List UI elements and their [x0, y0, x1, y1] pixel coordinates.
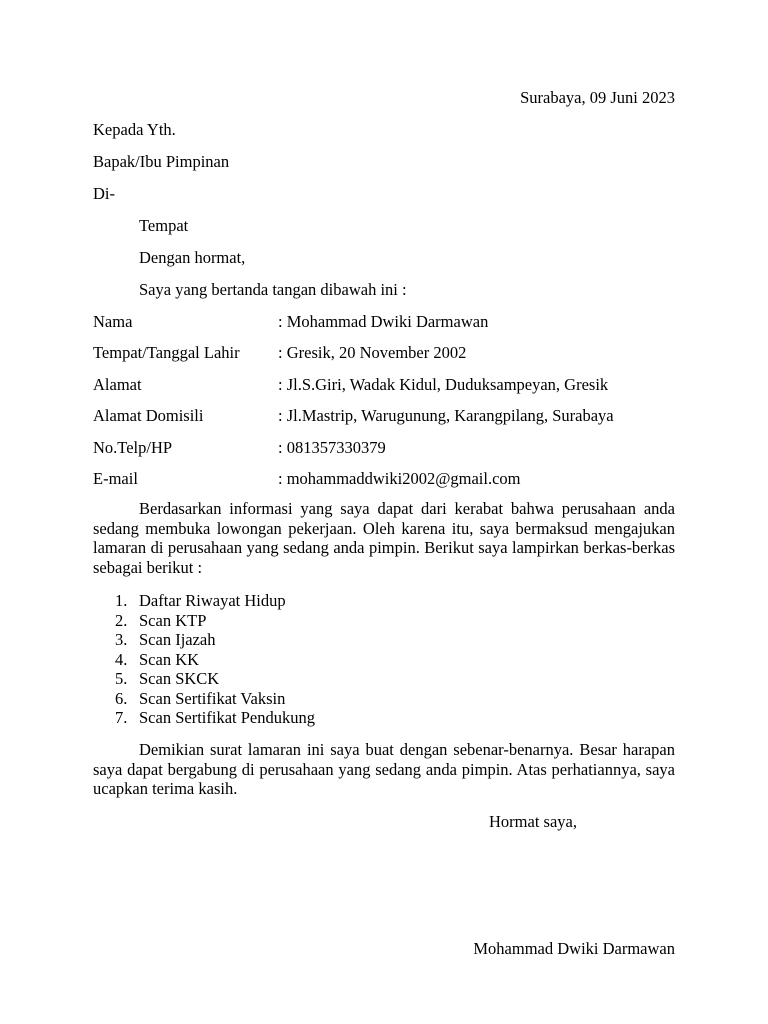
- list-item-number: 4.: [115, 649, 128, 669]
- list-item-number: 1.: [115, 591, 128, 610]
- intro-line: Saya yang bertanda tangan dibawah ini :: [139, 280, 407, 299]
- list-item-text: Scan Sertifikat Pendukung: [139, 708, 315, 727]
- detail-label-email: E-mail: [93, 469, 138, 488]
- list-item: [93, 650, 315, 670]
- letter-date: Surabaya, 09 Juni 2023: [520, 88, 675, 107]
- detail-label-domicile: Alamat Domisili: [93, 406, 204, 425]
- recipient-line-1: Kepada Yth.: [93, 120, 176, 139]
- detail-label-name: Nama: [93, 312, 133, 331]
- list-item: [93, 708, 315, 728]
- list-item: [93, 669, 315, 689]
- list-item-text: Scan KTP: [139, 610, 207, 630]
- recipient-line-4: Tempat: [139, 216, 189, 235]
- detail-value-address: : Jl.S.Giri, Wadak Kidul, Duduksampeyan, Gresik: [278, 375, 609, 394]
- list-item-text: Scan KK: [139, 649, 200, 669]
- list-item: [93, 689, 315, 709]
- closing-salutation: Hormat saya,: [489, 812, 577, 831]
- list-item-number: 2.: [115, 610, 128, 630]
- list-item: [93, 591, 315, 611]
- detail-value-phone: : 081357330379: [278, 438, 386, 457]
- detail-value-domicile: : Jl.Mastrip, Warugunung, Karangpilang, Surabaya: [278, 406, 614, 425]
- list-item-text: Scan Ijazah: [139, 630, 216, 649]
- attachment-list: [93, 591, 315, 728]
- detail-label-address: Alamat: [93, 375, 142, 394]
- list-item-number: 6.: [115, 688, 128, 708]
- signature-name: Mohammad Dwiki Darmawan: [473, 939, 675, 958]
- list-item-text: Scan SKCK: [139, 669, 220, 688]
- detail-label-phone: No.Telp/HP: [93, 438, 173, 457]
- closing-paragraph: Demikian surat lamaran ini saya buat dengan sebenar-benarnya. Besar harapan saya dapat bergabung di perusahaan yang sedang anda pimpin. Atas perhatiannya, saya ucapkan terima kasih.: [93, 740, 675, 798]
- list-item: [93, 611, 315, 631]
- detail-value-name: : Mohammad Dwiki Darmawan: [278, 312, 489, 331]
- list-item-number: 5.: [115, 669, 128, 688]
- recipient-line-3: Di-: [93, 184, 115, 203]
- list-item-text: Scan Sertifikat Vaksin: [139, 688, 286, 708]
- list-item-number: 7.: [115, 708, 128, 727]
- list-item-text: Daftar Riwayat Hidup: [139, 591, 286, 610]
- greeting: Dengan hormat,: [139, 248, 246, 267]
- recipient-line-2: Bapak/Ibu Pimpinan: [93, 152, 230, 171]
- body-paragraph: Berdasarkan informasi yang saya dapat dari kerabat bahwa perusahaan anda sedang membuka lowongan pekerjaan. Oleh karena itu, saya bermaksud mengajukan lamaran di perusahaan yang sedang anda pimpin. Berikut saya lampirkan berkas-berkas sebagai berikut :: [93, 499, 675, 577]
- list-item-number: 3.: [115, 630, 128, 649]
- detail-value-birth: : Gresik, 20 November 2002: [278, 343, 467, 362]
- list-item: [93, 630, 315, 650]
- detail-label-birth: Tempat/Tanggal Lahir: [93, 343, 240, 362]
- detail-value-email: : mohammaddwiki2002@gmail.com: [278, 469, 521, 488]
